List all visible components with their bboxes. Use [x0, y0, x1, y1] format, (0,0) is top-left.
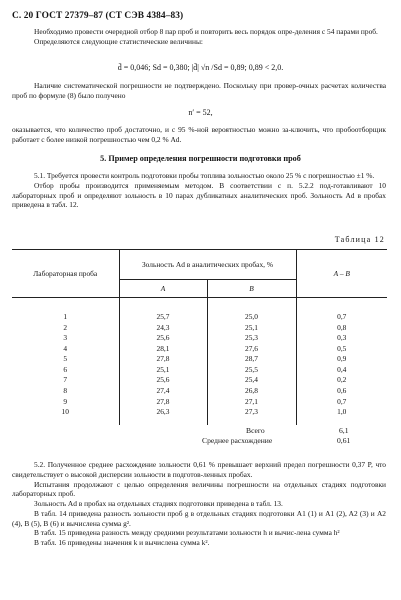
value-b-cell: 25,1 [207, 322, 296, 333]
difference-cell: 0,5 [296, 343, 387, 354]
row-number-cell: 6 [63, 364, 68, 374]
row-number-cell: 10 [61, 407, 69, 417]
total-label: Всего [246, 426, 265, 435]
row-number-cell: 1 [63, 311, 68, 321]
average-difference-label: Среднее расхождение [202, 436, 273, 445]
intro-block-2 [12, 81, 386, 101]
table-row [12, 364, 387, 375]
table-row [12, 333, 387, 344]
difference-cell: 1,0 [296, 407, 387, 418]
table-row [12, 396, 387, 407]
col-header-lab-sample: Лабораторная проба [33, 268, 98, 278]
row-number-cell: 2 [63, 322, 68, 332]
col-header-difference: A – B [296, 250, 387, 298]
intro-block-3 [12, 125, 386, 145]
value-b-cell: 25,5 [207, 364, 296, 375]
section-5-title: 5. Пример определения погрешности подготовки проб [100, 154, 301, 163]
section-52-paragraph-3: Зольность Ad в пробах на отдельных стадиях подготовки приведена в табл. 13. [34, 499, 283, 509]
value-b-cell: 28,7 [207, 354, 296, 365]
table-row [12, 312, 387, 323]
table-row [12, 375, 387, 386]
total-value: 6,1 [339, 426, 349, 435]
section-52-paragraph-4: В табл. 14 приведена разность зольности проб g в отдельных стадиях подготовки A1 (1) и A1 (2), A2 (3) и A2 (4), B (5), B (6) и вычислена сумма g². [12, 508, 386, 528]
section-5-paragraph-2: Отбор пробы производится применяемым методом. В соответствии с п. 5.2.2 под-готавливают 10 лабораторных проб и определяют зольность в 10 парах дубликатных аналитических проб. Зольность Ad в пробах приведена в табл. 12. [12, 180, 386, 210]
value-a-cell: 27,4 [119, 386, 207, 397]
row-number-cell: 8 [63, 386, 68, 396]
section-52-paragraph-1: 5.2. Полученное среднее расхождение зольности 0,61 % превышает верхний предел погрешности 0,37 P, что свидетельствует о высокой дисперсии зольности в подготов-ленных пробах. [12, 460, 386, 479]
section-5-text [12, 171, 386, 210]
difference-cell: 0,2 [296, 375, 387, 386]
statistics-formula: d̄ = 0,046; Sd = 0,380; |d̄| √n /Sd = 0,89; 0,89 < 2,0. [117, 63, 284, 72]
value-b-cell: 25,3 [207, 333, 296, 344]
value-b-cell: 25,0 [207, 312, 296, 323]
spacer-cell [119, 417, 207, 425]
row-number-cell: 3 [63, 333, 68, 343]
row-number-cell: 5 [63, 354, 68, 364]
table-row [12, 322, 387, 333]
value-a-cell: 25,6 [119, 333, 207, 344]
intro-paragraph-3: Наличие систематической погрешности не подтверждено. Поскольку при провер-очных расчетах количества проб по формуле (8) было получено [12, 81, 386, 100]
sample-count-formula: n′ = 52, [188, 108, 213, 117]
value-a-cell: 27,8 [119, 396, 207, 407]
value-b-cell: 26,8 [207, 386, 296, 397]
value-a-cell: 25,7 [119, 312, 207, 323]
section-52-paragraph-6: В табл. 16 приведены значения k и вычислена сумма k². [34, 538, 210, 548]
intro-paragraph-1: Необходимо провести очередной отбор 8 пар проб и повторить весь порядок опре-деления с 54 парами проб. [34, 27, 378, 36]
section-52-paragraph-2: Испытания продолжают с целью определения величины погрешности на отдельных стадиях подготовки лабораторных проб. [12, 479, 386, 499]
intro-paragraph-4: оказывается, что количество проб достаточно, и с 95 %-ной вероятностью можно за-ключить, что пробоотборщик работает с более низкой погрешностью чем 0,2 % Ad. [12, 125, 386, 144]
value-b-cell: 25,4 [207, 375, 296, 386]
page-header: С. 20 ГОСТ 27379–87 (СТ СЭВ 4384–83) [12, 11, 184, 21]
row-number-cell: 9 [63, 396, 68, 406]
section-52-text [12, 460, 386, 548]
spacer-cell [12, 417, 119, 425]
table-spacer-row [12, 417, 387, 425]
value-a-cell: 27,8 [119, 354, 207, 365]
table-row [12, 354, 387, 365]
table-12-label: Таблица 12 [334, 235, 385, 244]
table-row [12, 343, 387, 354]
col-header-b: B [207, 280, 296, 298]
value-a-cell: 25,6 [119, 375, 207, 386]
col-header-a: A [119, 280, 207, 298]
table-row [12, 386, 387, 397]
difference-cell: 0,7 [296, 396, 387, 407]
intro-block [12, 27, 386, 47]
table-12-body [12, 312, 387, 426]
difference-cell: 0,9 [296, 354, 387, 365]
spacer-cell [296, 417, 387, 425]
table-12 [12, 249, 387, 425]
col-header-ash: Зольность Ad в аналитических пробах, % [119, 250, 296, 280]
value-b-cell: 27,6 [207, 343, 296, 354]
intro-paragraph-2: Определяются следующие статистические величины: [34, 36, 203, 46]
value-a-cell: 24,3 [119, 322, 207, 333]
spacer-cell [207, 417, 296, 425]
average-difference-value: 0,61 [337, 436, 351, 445]
value-a-cell: 25,1 [119, 364, 207, 375]
difference-cell: 0,7 [296, 312, 387, 323]
difference-cell: 0,3 [296, 333, 387, 344]
difference-cell: 0,6 [296, 386, 387, 397]
difference-cell: 0,4 [296, 364, 387, 375]
table-row [12, 407, 387, 418]
value-b-cell: 27,3 [207, 407, 296, 418]
value-a-cell: 28,1 [119, 343, 207, 354]
section-5-paragraph-1: 5.1. Требуется провести контроль подготовки пробы топлива зольностью около 25 % с погрешностью ±1 %. [34, 171, 375, 180]
row-number-cell: 7 [63, 375, 68, 385]
value-a-cell: 26,3 [119, 407, 207, 418]
section-52-paragraph-5: В табл. 15 приведена разность между средними результатами зольности h и вычис-лена сумма h² [34, 528, 340, 538]
value-b-cell: 27,1 [207, 396, 296, 407]
difference-cell: 0,8 [296, 322, 387, 333]
row-number-cell: 4 [63, 343, 68, 353]
